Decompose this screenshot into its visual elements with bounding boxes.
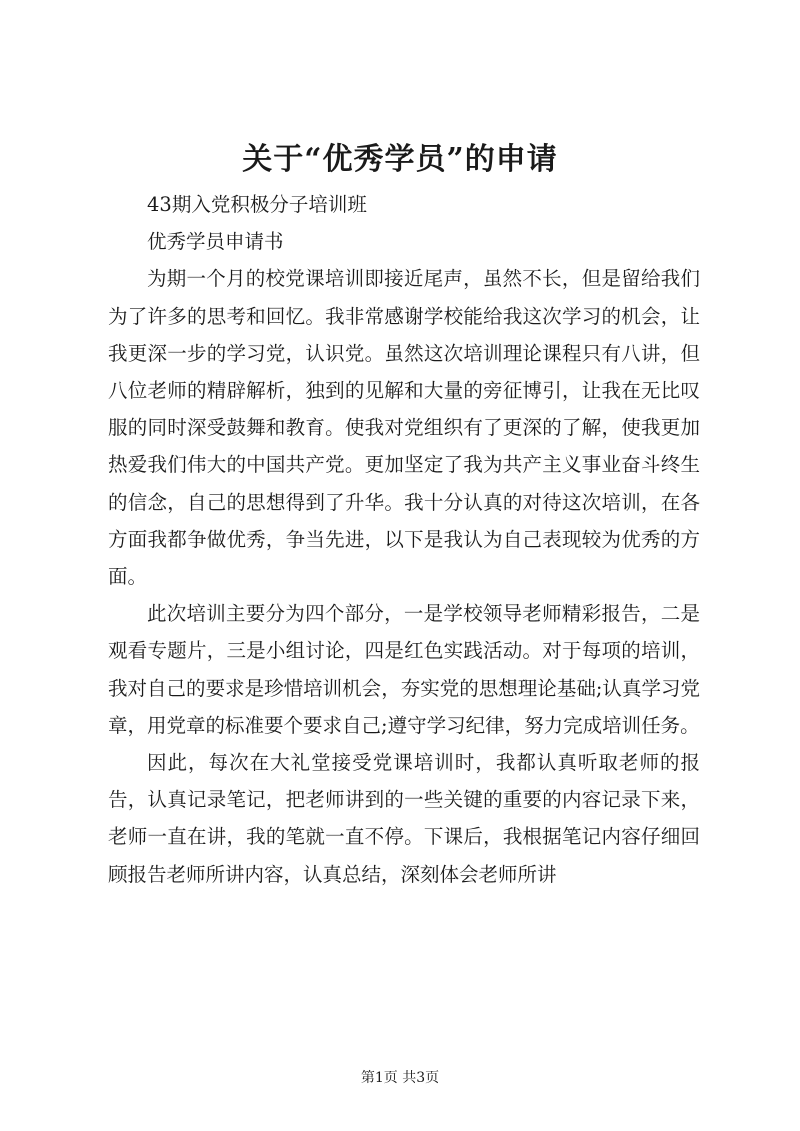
document-body <box>108 186 700 893</box>
paragraph-1: 为期一个月的校党课培训即接近尾声，虽然不长，但是留给我们为了许多的思考和回忆。我非常感谢学校能给我这次学习的机会，让我更深一步的学习党，认识党。虽然这次培训理论课程只有八讲，但八位老师的精辟解析，独到的见解和大量的旁征博引，让我在无比叹服的同时深受鼓舞和教育。使我对党组织有了更深的了解，使我更加热爱我们伟大的中国共产党。更加坚定了我为共产主义事业奋斗终生的信念，自己的思想得到了升华。我十分认真的对待这次培训，在各方面我都争做优秀，争当先进，以下是我认为自己表现较为优秀的方面。 <box>108 267 700 589</box>
paragraph-3: 因此，每次在大礼堂接受党课培训时，我都认真听取老师的报告，认真记录笔记，把老师讲到的一些关键的重要的内容记录下来，老师一直在讲，我的笔就一直不停。下课后，我根据笔记内容仔细回顾报告老师所讲内容，认真总结，深刻体会老师所讲 <box>108 751 700 886</box>
paragraph-2: 此次培训主要分为四个部分，一是学校领导老师精彩报告，二是观看专题片，三是小组讨论，四是红色实践活动。对于每项的培训，我对自己的要求是珍惜培训机会，夯实党的思想理论基础;认真学习党章，用党章的标准要个要求自己;遵守学习纪律，努力完成培训任务。 <box>108 602 700 737</box>
document-title: 关于“优秀学员”的申请 <box>242 142 558 177</box>
class-name-line: 43期入党积极分子培训班 <box>147 193 367 216</box>
page-number-footer: 第1页 共3页 <box>360 1070 440 1086</box>
document-type-line: 优秀学员申请书 <box>147 230 284 254</box>
